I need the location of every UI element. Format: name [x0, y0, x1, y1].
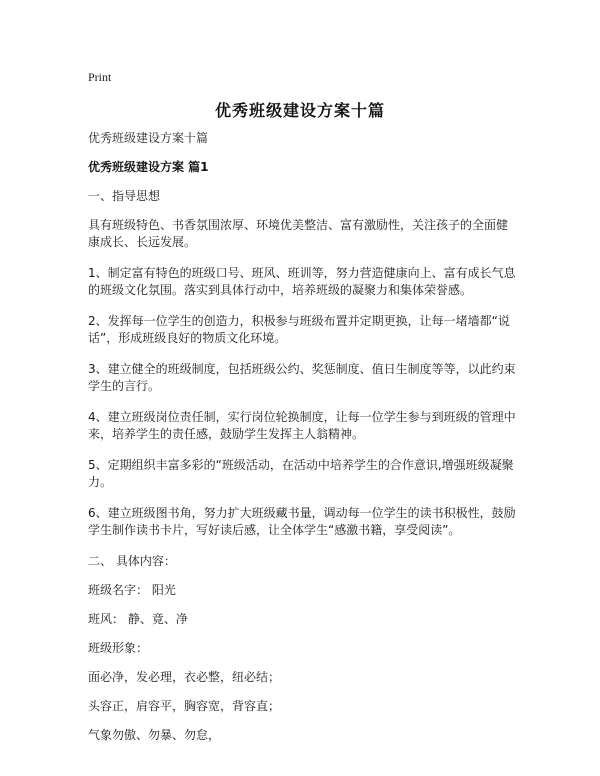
class-image-line: 班级形象：: [88, 641, 149, 655]
paragraph-item-6: 6、建立班级图书角，努力扩大班级藏书量，调动每一位学生的读书积极性，鼓励学生制作读书卡片，写好读后感，让全体学生“感激书籍，享受阅读”。: [88, 506, 516, 537]
class-name-line: 班级名字： 阳光: [88, 583, 176, 597]
paragraph-item-2: 2、发挥每一位学生的创造力，积极参与班级布置并定期更换，让每一堵墙都“说话”，形成班级良好的物质文化环境。: [88, 314, 510, 345]
paragraph-item-1: 1、制定富有特色的班级口号、班风、班训等，努力营造健康向上、富有成长气息的班级文化氛围。落实到具体行动中，培养班级的凝聚力和集体荣誉感。: [88, 266, 516, 297]
paragraph-item-5: 5、定期组织丰富多彩的“班级活动，在活动中培养学生的合作意识,增强班级凝聚力。: [88, 458, 514, 489]
document-subtitle: 优秀班级建设方案十篇: [88, 131, 209, 145]
guiding-ideology-heading: 一、指导思想: [88, 189, 161, 203]
paragraph-item-3: 3、建立健全的班级制度，包括班级公约、奖惩制度、值日生制度等等，以此约束学生的言行。: [88, 362, 516, 393]
class-style-line: 班风： 静、竟、净: [88, 612, 188, 626]
document-body: [88, 130, 518, 756]
print-label: Print: [88, 70, 112, 84]
specific-content-heading: 二、 具体内容：: [88, 554, 176, 568]
appearance-line-1: 面必净，发必理，衣必整，纽必结；: [88, 670, 281, 684]
section-heading: 优秀班级建设方案 篇1: [88, 160, 209, 174]
paragraph-intro: 具有班级特色、书香氛围浓厚、环境优美整洁、富有激励性，关注孩子的全面健康成长、长远发展。: [88, 218, 509, 249]
paragraph-item-4: 4、建立班级岗位责任制，实行岗位轮换制度，让每一位学生参与到班级的管理中来，培养学生的责任感，鼓励学生发挥主人翁精神。: [88, 410, 516, 441]
appearance-line-2: 头容正，肩容平，胸容宽，背容直；: [88, 699, 281, 713]
document-title: 优秀班级建设方案十篇: [214, 101, 385, 120]
appearance-line-3: 气象勿傲、勿暴、勿怠，: [88, 728, 221, 742]
